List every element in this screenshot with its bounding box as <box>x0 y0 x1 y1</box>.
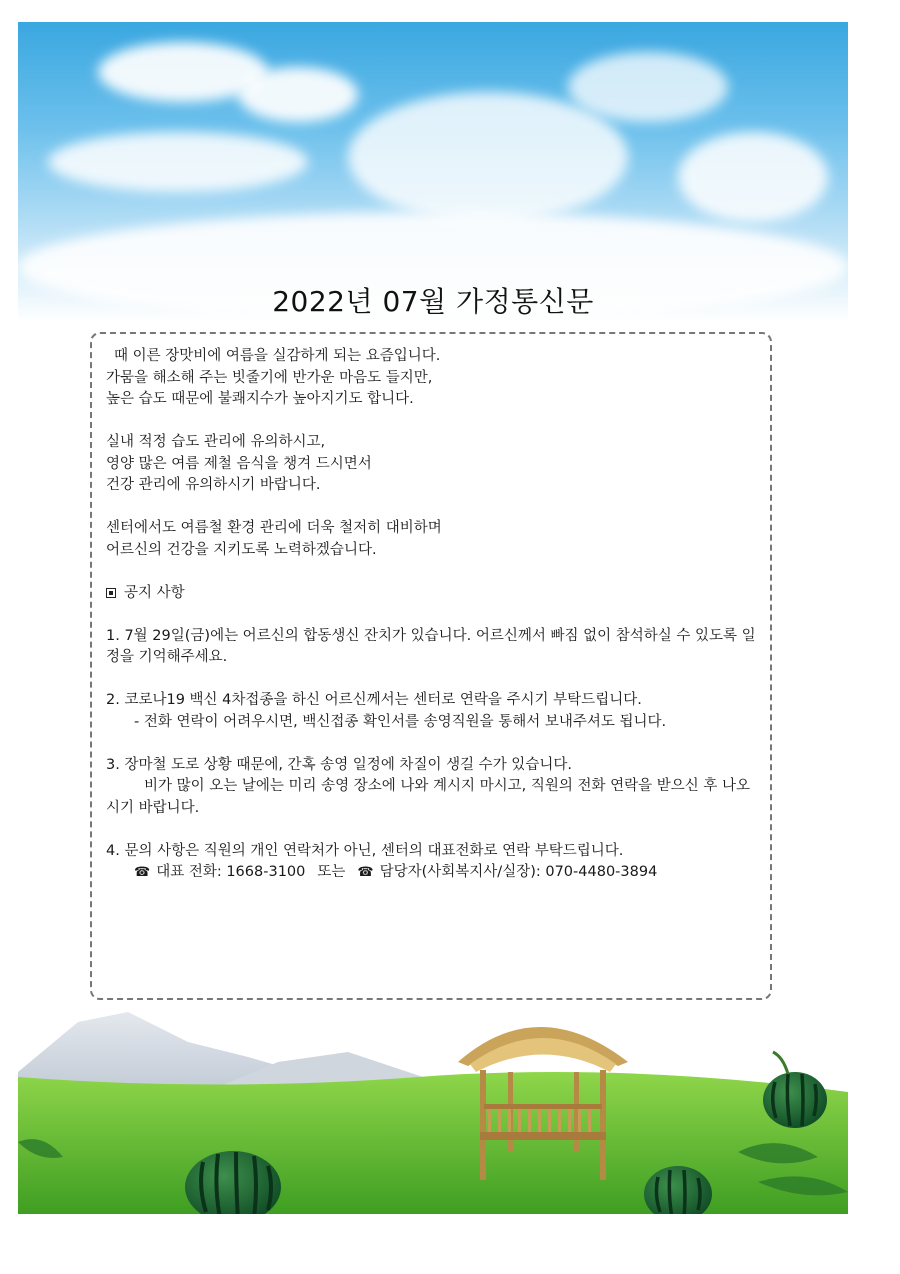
phone-icon: ☎ <box>134 865 151 880</box>
contact-line <box>106 862 760 884</box>
grass-field <box>18 1072 848 1214</box>
newsletter-page <box>18 22 848 1214</box>
text-line: 가뭄을 해소해 주는 빗줄기에 반가운 마음도 들지만, <box>106 369 433 386</box>
text-line: 어르신의 건강을 지키도록 노력하겠습니다. <box>106 541 377 558</box>
intro-paragraph-3 <box>106 518 760 561</box>
notice-text: 2. 코로나19 백신 4차접종을 하신 어르신께서는 센터로 연락을 주시기 부탁드립니다. <box>106 692 642 708</box>
notice-text: 4. 문의 사항은 직원의 개인 연락처가 아닌, 센터의 대표전화로 연락 부탁드립니다. <box>106 842 624 859</box>
notice-box <box>90 332 772 1000</box>
text-line: 영양 많은 여름 제철 음식을 챙겨 드시면서 <box>106 455 372 472</box>
text-line: 때 이른 장맛비에 여름을 실감하게 되는 요즘입니다. <box>114 348 441 364</box>
or-text: 또는 <box>317 864 346 880</box>
notice-text: 1. 7월 29일(금)에는 어르신의 합동생신 잔치가 있습니다. 어르신께서 빠짐 없이 참석하실 수 있도록 일정을 기억해주세요. <box>106 627 756 665</box>
notice-item-2 <box>106 690 760 733</box>
text-line: 높은 습도 때문에 불쾌지수가 높아지기도 합니다. <box>106 391 414 407</box>
page-title: 2022년 07월 가정통신문 <box>272 285 594 318</box>
intro-paragraph-1 <box>106 346 760 411</box>
notice-subtext: 비가 많이 오는 날에는 미리 송영 장소에 나와 계시지 마시고, 직원의 전화 연락을 받으신 후 나오시기 바랍니다. <box>106 778 751 816</box>
notice-item-3 <box>106 755 760 820</box>
text-line: 실내 적정 습도 관리에 유의하시고, <box>106 434 326 450</box>
notice-subtext: - 전화 연락이 어려우시면, 백신접종 확인서를 송영직원을 통해서 보내주셔도 됩니다. <box>134 713 667 730</box>
phone-icon: ☎ <box>357 865 374 880</box>
landscape-illustration <box>18 982 848 1214</box>
text-line: 센터에서도 여름철 환경 관리에 더욱 철저히 대비하며 <box>106 520 442 536</box>
notice-item-4 <box>106 841 760 884</box>
notice-item-1 <box>106 626 760 669</box>
newsletter-content <box>106 346 760 884</box>
text-line: 건강 관리에 유의하시기 바랍니다. <box>106 477 321 493</box>
sky-background <box>18 22 848 322</box>
intro-paragraph-2 <box>106 432 760 497</box>
staff-phone: 담당자(사회복지사/실장): 070-4480-3894 <box>379 864 658 880</box>
square-bullet-icon <box>106 588 116 598</box>
watermelon-icon <box>763 1052 827 1128</box>
notice-text: 3. 장마철 도로 상황 때문에, 간혹 송영 일정에 차질이 생길 수가 있습니다. <box>106 756 572 773</box>
notice-heading <box>106 583 760 605</box>
representative-phone: 대표 전화: 1668-3100 <box>156 864 306 880</box>
notice-heading-label: 공지 사항 <box>124 584 185 601</box>
